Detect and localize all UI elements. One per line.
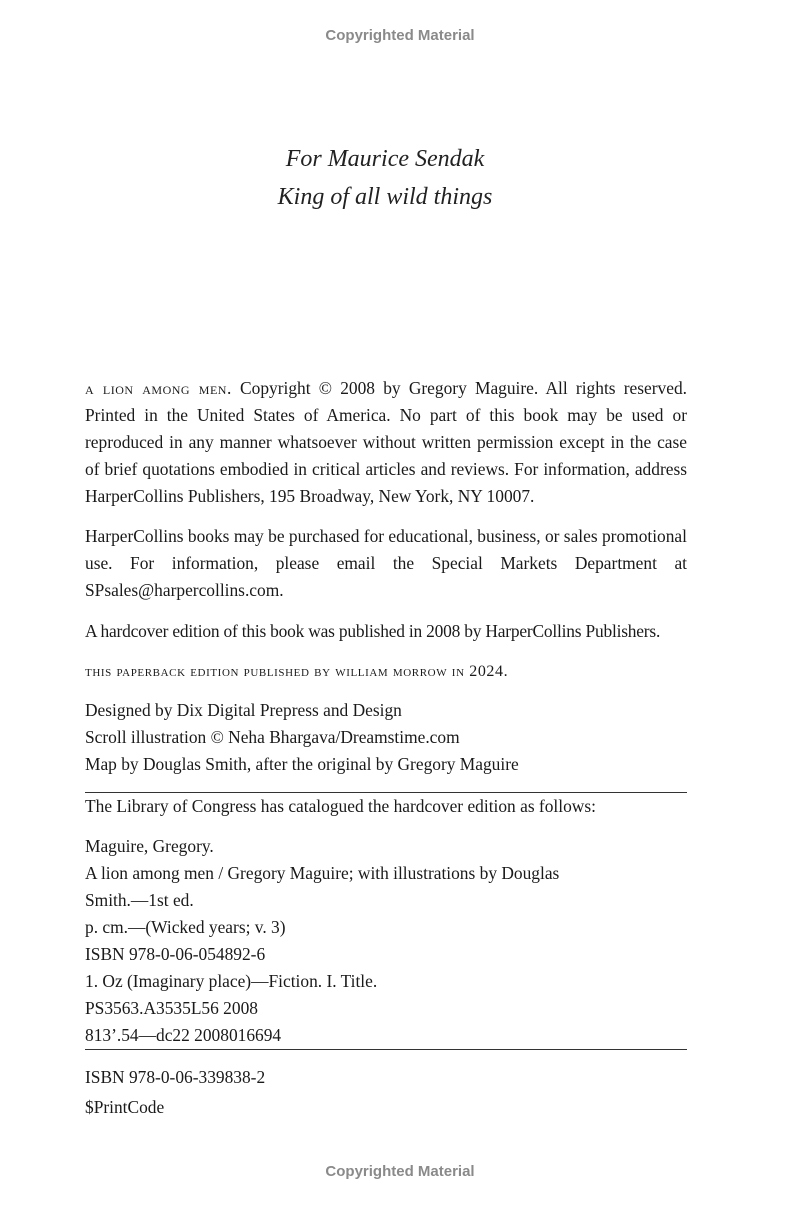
isbn-block	[85, 1064, 687, 1121]
cip-line: ISBN 978-0-06-054892-6	[85, 944, 266, 964]
dedication	[0, 140, 770, 216]
cip-heading	[85, 793, 687, 820]
cip-line: Smith.—1st ed.	[85, 890, 194, 910]
divider-bottom	[85, 1049, 687, 1050]
credit-line: Scroll illustration © Neha Bhargava/Dreamstime.com	[85, 727, 460, 747]
cip-line: 1. Oz (Imaginary place)—Fiction. I. Title.	[85, 971, 378, 991]
book-title-small-caps: a lion among men.	[85, 378, 232, 398]
credit-line: Designed by Dix Digital Prepress and Design	[85, 700, 402, 720]
cip-data-block	[85, 833, 687, 1049]
copyright-text: Copyright © 2008 by Gregory Maguire. All rights reserved. Printed in the United States of America. No part of this book may be used or reproduced in any manner whatsoever without written permission except in the case of brief quotations embodied in critical articles and reviews. For information, address HarperCollins Publishers, 195 Broadway, New York, NY 10007.	[85, 378, 688, 506]
special-markets-text: HarperCollins books may be purchased for educational, business, or sales promotional use. For information, please email the Special Markets Department at SPsales@harpercollins.com.	[85, 526, 687, 600]
cip-line: 813’.54—dc22 2008016694	[85, 1025, 282, 1045]
watermark-bottom: Copyrighted Material	[325, 1163, 475, 1180]
dedication-line-2: King of all wild things	[277, 184, 493, 210]
paperback-note	[85, 658, 687, 685]
special-markets-paragraph	[85, 523, 687, 604]
copyright-paragraph	[85, 375, 687, 510]
hardcover-note-text: A hardcover edition of this book was published in 2008 by HarperCollins Publishers.	[85, 621, 661, 641]
credits-block	[85, 697, 687, 778]
cip-line: A lion among men / Gregory Maguire; with illustrations by Douglas	[85, 863, 560, 883]
cip-line: PS3563.A3535L56 2008	[85, 998, 258, 1018]
cip-line: p. cm.—(Wicked years; v. 3)	[85, 917, 286, 937]
dedication-line-1: For Maurice Sendak	[285, 146, 485, 172]
paperback-isbn: ISBN 978-0-06-339838-2	[85, 1067, 266, 1087]
paperback-note-text: this paperback edition published by william morrow in 2024.	[85, 663, 509, 680]
watermark-top: Copyrighted Material	[325, 27, 475, 44]
cip-line: Maguire, Gregory.	[85, 836, 214, 856]
credit-line: Map by Douglas Smith, after the original by Gregory Maguire	[85, 754, 519, 774]
cip-heading-text: The Library of Congress has catalogued the hardcover edition as follows:	[85, 796, 596, 816]
print-code: $PrintCode	[85, 1097, 165, 1117]
hardcover-note	[85, 618, 687, 645]
